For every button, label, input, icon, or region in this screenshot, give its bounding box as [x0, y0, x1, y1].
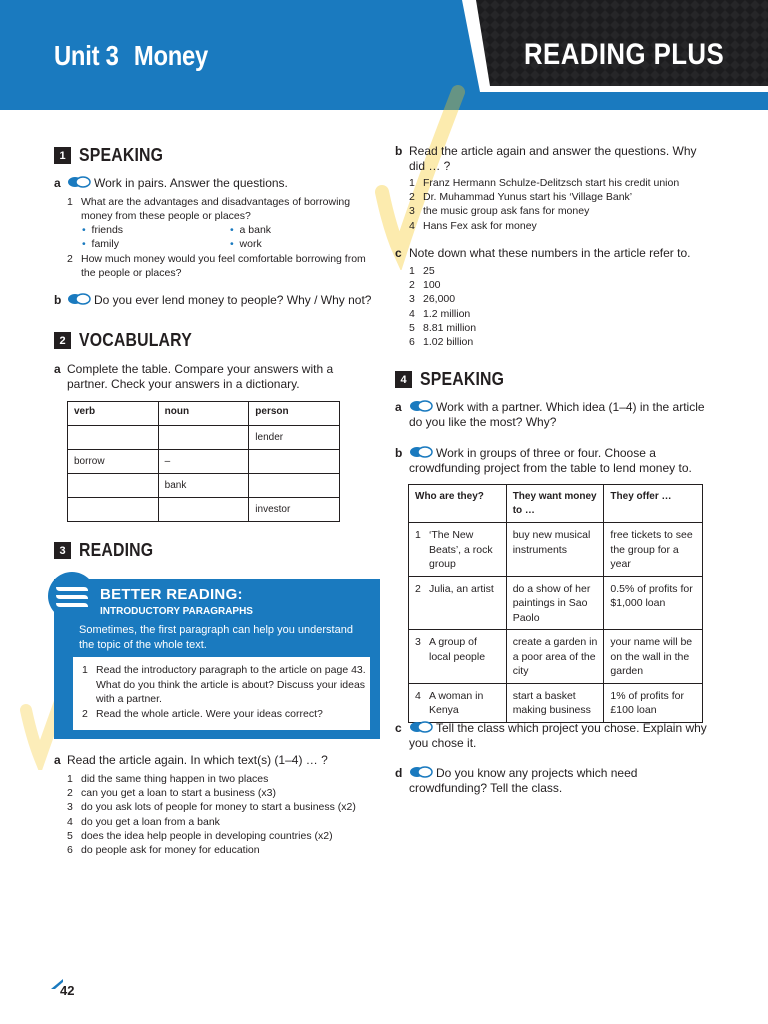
section-number: 1	[54, 147, 71, 164]
speech-bubble-icon	[409, 400, 433, 413]
table-cell: –	[158, 450, 249, 474]
books-icon	[44, 571, 100, 621]
table-cell: start a basket making business	[506, 683, 604, 722]
exercise-3a: a	[54, 753, 61, 767]
table-cell: create a garden in a poor area of the city	[506, 630, 604, 684]
exercise-3b-instruction: Read the article again and answer the questions. Why did … ?	[409, 144, 697, 173]
exercise-4c-instruction: Tell the class which project you chose. Explain why you chose it.	[409, 721, 707, 750]
table-cell[interactable]	[158, 498, 249, 522]
table-row	[68, 498, 340, 522]
table-cell: 1 ‘The New Beats’, a rock group	[409, 523, 507, 577]
section-2-header	[54, 330, 207, 351]
bullet-list: • friends • a bank • family • work	[82, 224, 272, 251]
highlighter-tick-mark	[368, 80, 468, 270]
list-item: friends	[91, 224, 124, 236]
table-row	[68, 474, 340, 498]
table-cell: buy new musical instruments	[506, 523, 604, 577]
section-4-header	[395, 369, 516, 390]
speech-bubble-icon	[409, 721, 433, 734]
list-item: 2 can you get a loan to start a business (x3)	[67, 787, 276, 800]
exercise-4b-instruction: Work in groups of three or four. Choose a crowdfunding project from the table to lend money to.	[409, 446, 692, 475]
list-item: 4 Hans Fex ask for money	[409, 219, 537, 232]
reading-plus-title: READING PLUS	[524, 38, 725, 71]
list-item: 2 Read the whole article. Were your ideas correct?	[82, 707, 323, 720]
column-header: person	[249, 402, 340, 426]
table-cell[interactable]	[249, 474, 340, 498]
speech-bubble-icon	[67, 293, 91, 306]
table-cell[interactable]	[68, 498, 159, 522]
exercise-1a-q1: 1 What are the advantages and disadvantages of borrowing money from these people or places?	[67, 196, 351, 223]
table-row	[409, 523, 703, 577]
table-cell[interactable]	[249, 450, 340, 474]
exercise-4a: a	[395, 400, 402, 414]
section-number: 2	[54, 332, 71, 349]
exercise-2a-instruction: Complete the table. Compare your answers with a partner. Check your answers in a dictionary.	[67, 362, 334, 391]
exercise-4c: c	[395, 721, 402, 735]
list-item: 1 25	[409, 265, 435, 277]
list-item: 3 26,000	[409, 293, 456, 306]
table-cell: 3 A group of local people	[409, 630, 507, 684]
section-3-header	[54, 540, 163, 561]
exercise-3a-instruction: Read the article again. In which text(s) (1–4) … ?	[67, 753, 328, 767]
column-header: verb	[68, 402, 159, 426]
list-item: 5 does the idea help people in developing countries (x2)	[67, 829, 333, 842]
table-cell: 0.5% of profits for $1,000 loan	[604, 576, 703, 630]
exercise-3c-instruction: Note down what these numbers in the article refer to.	[409, 246, 691, 260]
exercise-4a-instruction: Work with a partner. Which idea (1–4) in the article do you like the most? Why?	[409, 400, 705, 429]
table-row	[409, 683, 703, 722]
list-item: 1 Read the introductory paragraph to the article on page 43. What do you think the article is about? Discuss your ideas with a partner.	[82, 664, 366, 705]
section-number: 4	[395, 371, 412, 388]
table-row	[68, 426, 340, 450]
section-title: SPEAKING	[420, 369, 505, 389]
exercise-3c-list	[409, 264, 609, 349]
list-item: 3 the music group ask fans for money	[409, 205, 590, 218]
exercise-4d: d	[395, 766, 403, 780]
list-item: 6 1.02 billion	[409, 336, 474, 349]
exercise-3b: b	[395, 144, 403, 158]
table-cell: 1% of profits for £100 loan	[604, 683, 703, 722]
exercise-1a-q2: 2 How much money would you feel comfortable borrowing from the people or places?	[67, 253, 366, 280]
table-cell: 4 A woman in Kenya	[409, 683, 507, 722]
table-cell: 2 Julia, an artist	[409, 576, 507, 630]
exercise-3b-list	[409, 176, 709, 233]
list-item: 2 100	[409, 279, 441, 292]
exercise-4d-instruction: Do you know any projects which need crowdfunding? Tell the class.	[409, 766, 638, 795]
exercise-3a-list	[67, 772, 377, 857]
column-header: Who are they?	[409, 485, 507, 523]
list-item: 1 did the same thing happen in two places	[67, 773, 269, 785]
list-item: 6 do people ask for money for education	[67, 844, 260, 857]
better-reading-text: Sometimes, the first paragraph can help you understand the topic of the whole text.	[79, 624, 353, 651]
speech-bubble-icon	[409, 766, 433, 779]
better-reading-step-list	[82, 663, 367, 721]
list-item: 3 do you ask lots of people for money to start a business (x2)	[67, 801, 356, 814]
better-reading-title: BETTER READING:	[100, 586, 243, 603]
exercise-1b-instruction: Do you ever lend money to people? Why / Why not?	[67, 293, 377, 308]
table-cell: investor	[249, 498, 340, 522]
table-header-row	[68, 402, 340, 426]
list-item: 4 do you get a loan from a bank	[67, 815, 220, 828]
table-cell[interactable]	[158, 426, 249, 450]
table-cell: do a show of her paintings in Sao Paolo	[506, 576, 604, 630]
crowdfunding-table	[408, 484, 703, 723]
list-item: a bank	[239, 224, 272, 236]
exercise-4b: b	[395, 446, 403, 460]
exercise-1a-instruction: Work in pairs. Answer the questions.	[67, 176, 367, 191]
table-row	[409, 630, 703, 684]
table-cell: free tickets to see the group for a year	[604, 523, 703, 577]
exercise-letter: a	[54, 176, 61, 190]
list-item: 5 8.81 million	[409, 321, 477, 334]
table-cell: borrow	[68, 450, 159, 474]
table-cell[interactable]	[68, 474, 159, 498]
table-cell[interactable]	[68, 426, 159, 450]
list-item: 2 Dr. Muhammad Yunus start his ‘Village Bank’	[409, 191, 633, 204]
section-title: SPEAKING	[79, 145, 164, 165]
exercise-1a	[54, 176, 61, 190]
table-cell: bank	[158, 474, 249, 498]
better-reading-subtitle: INTRODUCTORY PARAGRAPHS	[100, 606, 253, 617]
exercise-1b: b	[54, 293, 62, 307]
section-title: READING	[79, 540, 154, 560]
speech-bubble-icon	[67, 176, 91, 189]
column-header: They want money to …	[506, 485, 604, 523]
exercise-2a: a	[54, 362, 61, 376]
table-cell: lender	[249, 426, 340, 450]
list-item: work	[239, 238, 262, 251]
unit-title: Unit 3 Money	[54, 40, 208, 71]
exercise-3c: c	[395, 246, 402, 260]
table-cell: your name will be on the wall in the garden	[604, 630, 703, 684]
list-item: 1 Franz Hermann Schulze-Delitzsch start his credit union	[409, 177, 680, 189]
table-header-row	[409, 485, 703, 523]
section-title: VOCABULARY	[79, 330, 192, 350]
page-number: 42	[60, 983, 75, 998]
speech-bubble-icon	[409, 446, 433, 459]
table-row	[409, 576, 703, 630]
section-number: 3	[54, 542, 71, 559]
vocabulary-table	[67, 401, 340, 522]
table-row	[68, 450, 340, 474]
column-header: noun	[158, 402, 249, 426]
column-header: They offer …	[604, 485, 703, 523]
list-item: family	[91, 238, 119, 251]
section-1-header	[54, 145, 175, 166]
list-item: 4 1.2 million	[409, 307, 471, 320]
